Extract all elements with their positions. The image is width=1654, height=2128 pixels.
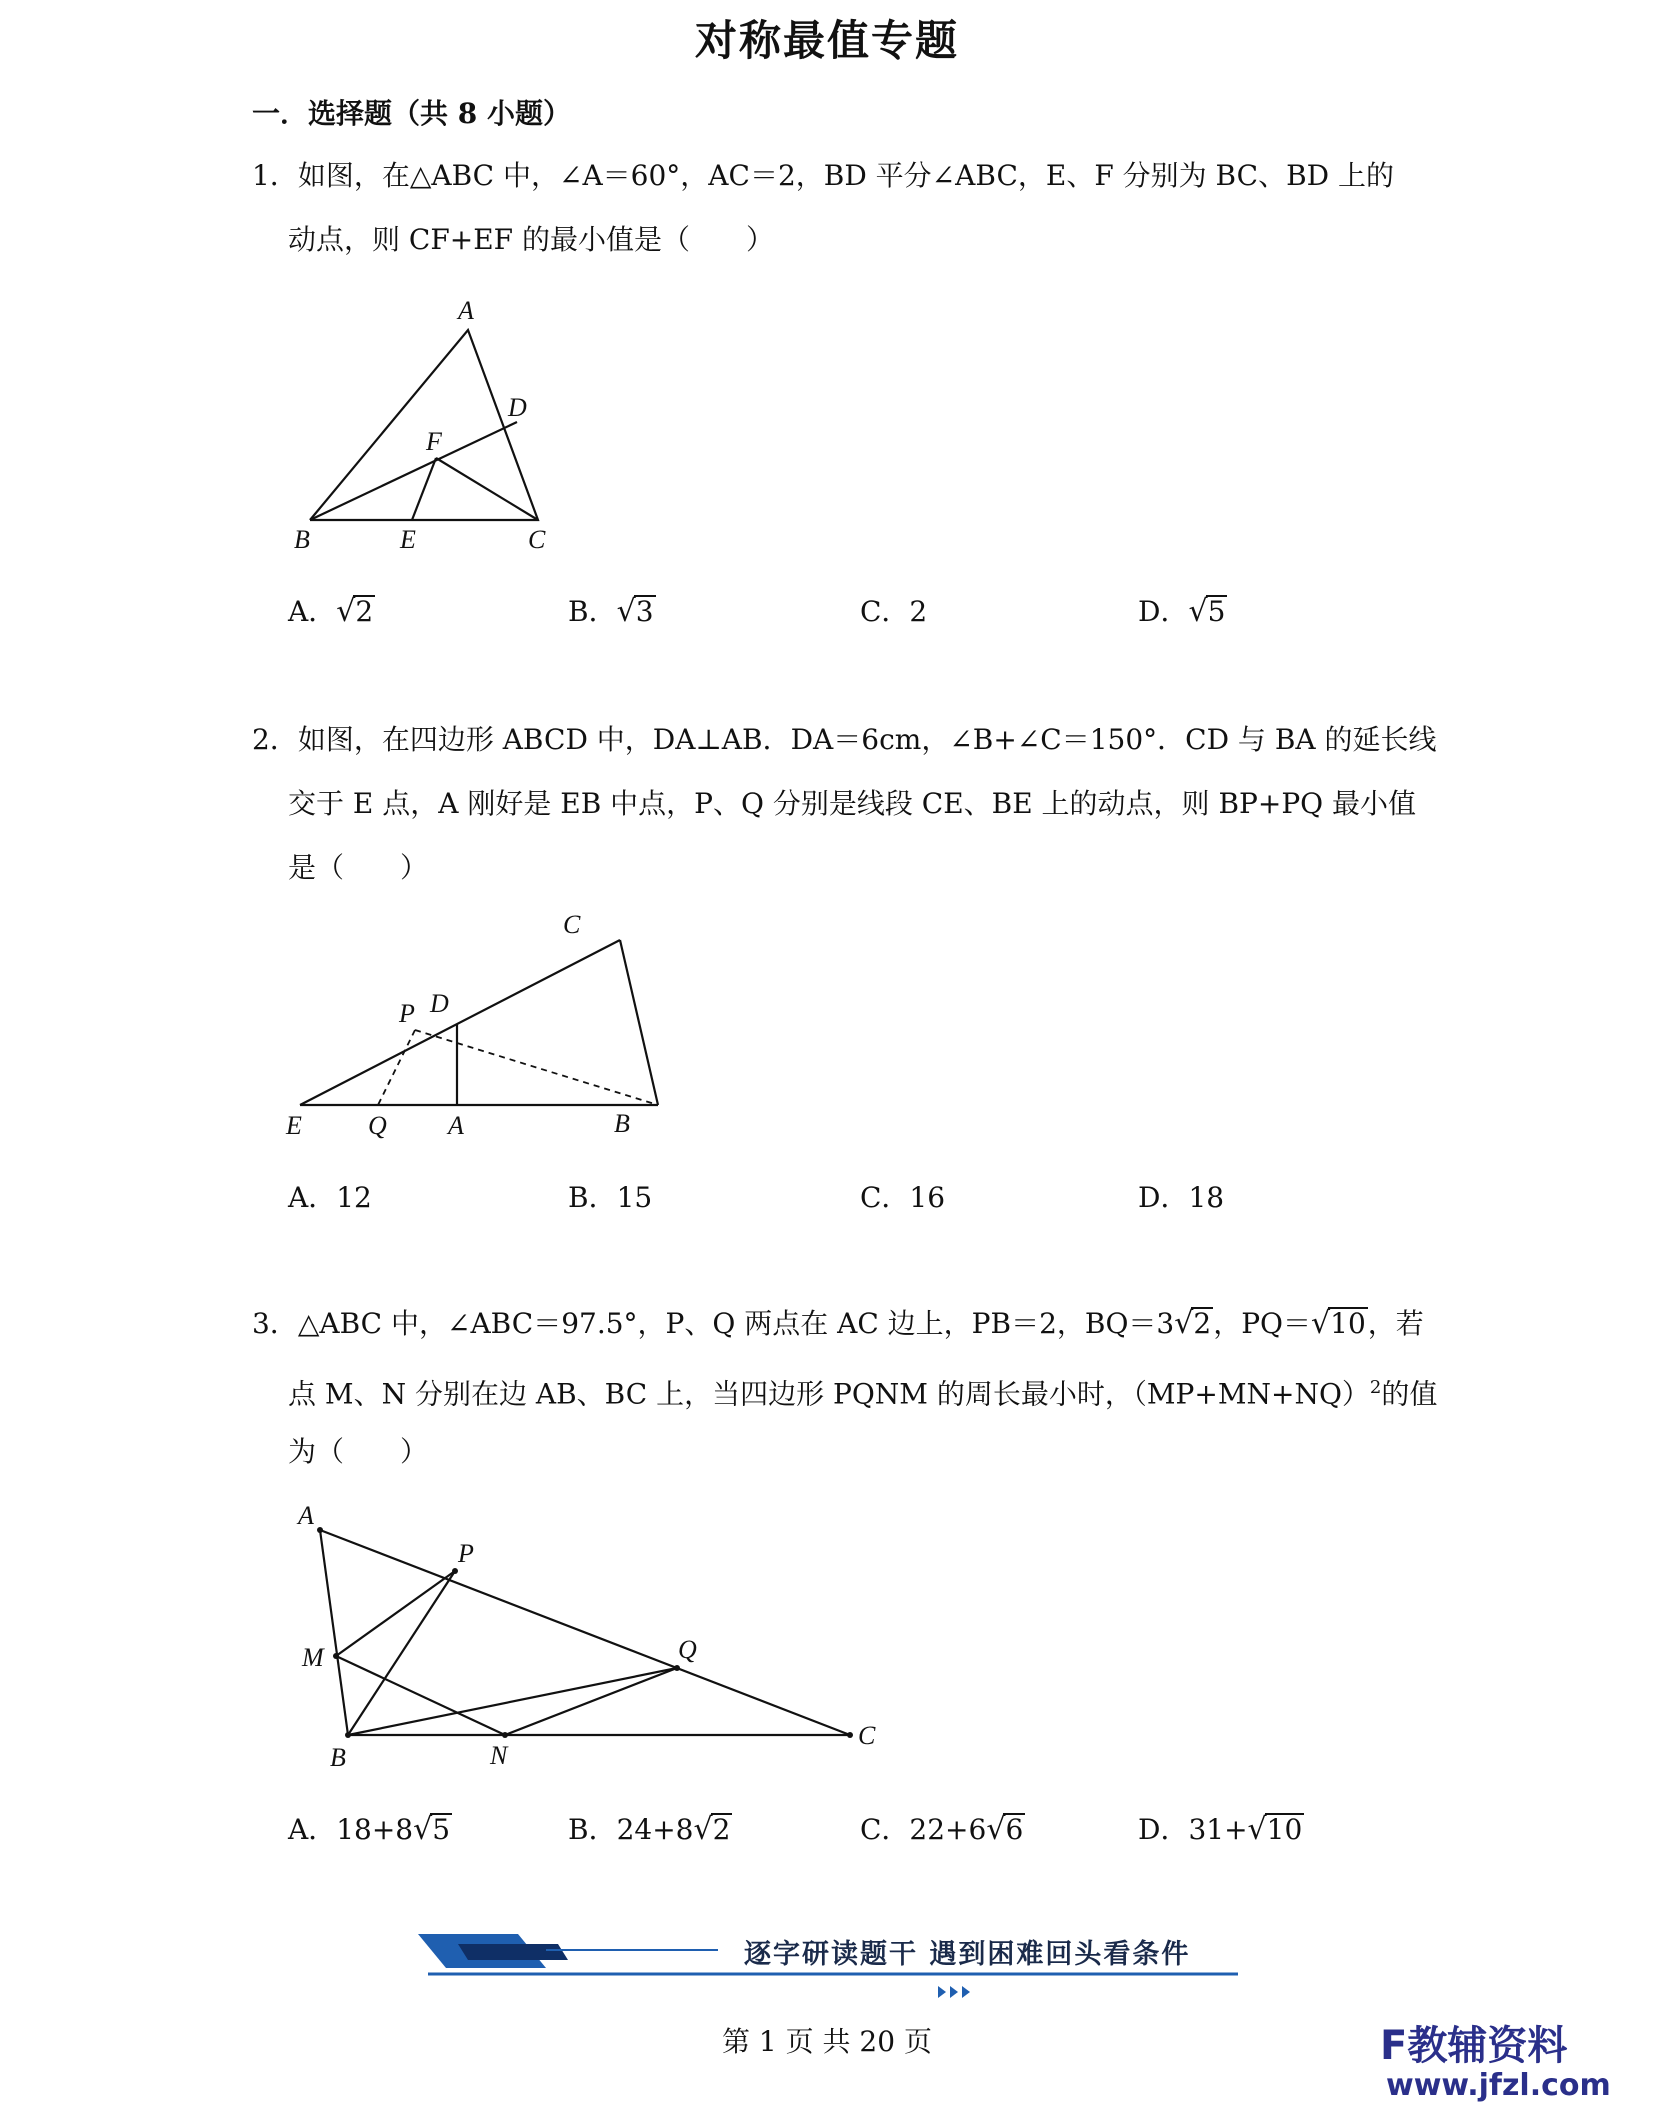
q3-point-n <box>502 1732 508 1738</box>
q3-stem-line1-part1: 3．△ABC 中，∠ABC＝97.5°，P、Q 两点在 AC 边上，PB＝2，BQ＝3 <box>252 1307 1175 1340</box>
q3-label-a: A <box>298 1501 314 1530</box>
q1-option-a-radicand: 2 <box>355 595 374 628</box>
q3-option-b-radicand: 2 <box>712 1813 731 1846</box>
q1-figure <box>280 290 580 560</box>
q3-segment-mn <box>336 1656 505 1735</box>
q2-segment-ec <box>300 940 620 1105</box>
q3-label-p: P <box>458 1539 474 1568</box>
q3-option-d-radicand: 10 <box>1266 1813 1303 1846</box>
arrow-icon <box>938 1986 946 1998</box>
q1-label-e: E <box>400 525 416 554</box>
banner-stripe-dark-icon <box>458 1944 568 1960</box>
q3-exponent: 2 <box>1369 1377 1382 1398</box>
sqrt-icon: √ <box>986 1812 1006 1847</box>
q2-label-e: E <box>286 1111 302 1140</box>
q3-stem-line1-part3: ，若 <box>1367 1307 1424 1340</box>
watermark-url[interactable]: www.jfzl.com <box>1386 2068 1611 2103</box>
q1-option-d[interactable] <box>1138 590 1227 630</box>
watermark-logo: F教辅资料 <box>1380 2023 1568 2069</box>
q3-point-m <box>333 1653 339 1659</box>
arrow-icon <box>950 1986 958 1998</box>
q1-option-d-label: D． <box>1138 595 1189 628</box>
q1-option-c[interactable]: C．2 <box>860 595 928 628</box>
q3-option-a-radicand: 5 <box>432 1813 451 1846</box>
q3-point-p <box>452 1568 458 1574</box>
q2-segment-cb <box>620 940 658 1105</box>
q1-segment-fc <box>436 458 538 520</box>
q3-point-a <box>317 1527 323 1533</box>
q2-figure <box>280 900 660 1150</box>
q1-segment-fe <box>412 458 436 520</box>
q3-option-d-label: D．31+ <box>1138 1813 1248 1846</box>
q1-stem-line1: 1．如图，在△ABC 中，∠A＝60°，AC＝2，BD 平分∠ABC，E、F 分别为 BC、BD 上的 <box>252 159 1395 192</box>
sqrt-icon: √ <box>336 594 356 629</box>
q2-segment-pb <box>415 1030 658 1105</box>
q1-option-a-label: A． <box>288 595 337 628</box>
q3-option-c-label: C．22+6 <box>860 1813 987 1846</box>
sqrt-icon: √ <box>413 1812 433 1847</box>
q2-option-c[interactable]: C．16 <box>860 1181 946 1214</box>
q3-option-c[interactable] <box>860 1808 1025 1848</box>
q2-stem-line1: 2．如图，在四边形 ABCD 中，DA⊥AB．DA＝6cm，∠B+∠C＝150°．CD 与 BA 的延长线 <box>252 723 1437 756</box>
q3-point-q <box>674 1665 680 1671</box>
q1-segment-bd <box>310 422 517 520</box>
sqrt-icon: √ <box>1247 1812 1267 1847</box>
q3-option-b-label: B．24+8 <box>568 1813 694 1846</box>
q3-option-b[interactable] <box>568 1808 732 1848</box>
section-heading: 一．选择题（共 8 小题） <box>252 97 571 130</box>
q1-option-d-radicand: 5 <box>1207 595 1226 628</box>
q1-option-a[interactable] <box>288 590 375 630</box>
q2-label-q: Q <box>368 1111 387 1140</box>
q1-option-b-label: B． <box>568 595 617 628</box>
sqrt-icon: √ <box>1174 1306 1194 1341</box>
q2-stem-line3: 是（ ） <box>288 851 429 884</box>
q3-stem-line2-part2: 的值 <box>1381 1377 1438 1411</box>
sqrt-icon: √ <box>693 1812 713 1847</box>
q1-option-b[interactable] <box>568 590 656 630</box>
q2-segment-pq <box>378 1030 415 1105</box>
q2-option-d[interactable]: D．18 <box>1138 1181 1225 1214</box>
q3-stem-line1-part2: ，PQ＝ <box>1213 1307 1312 1340</box>
q3-label-c: C <box>858 1721 876 1750</box>
q3-point-c <box>847 1732 853 1738</box>
q1-label-f: F <box>426 427 442 456</box>
q3-radicand-bq: 2 <box>1193 1307 1212 1340</box>
q3-segment-ab <box>320 1530 348 1735</box>
q3-label-b: B <box>330 1743 346 1772</box>
q3-point-b <box>345 1732 351 1738</box>
q2-label-b: B <box>614 1109 630 1138</box>
q3-segment-bq <box>348 1668 677 1735</box>
q2-label-d: D <box>430 989 449 1018</box>
q2-label-c: C <box>563 910 581 939</box>
sqrt-icon: √ <box>1311 1306 1331 1341</box>
q3-radicand-pq: 10 <box>1330 1307 1366 1340</box>
q2-label-p: P <box>399 999 415 1028</box>
q1-stem-line2: 动点，则 CF+EF 的最小值是（ ） <box>288 223 774 256</box>
q3-label-n: N <box>490 1741 508 1770</box>
q3-label-m: M <box>302 1643 324 1672</box>
q3-figure <box>280 1490 900 1780</box>
page-title: 对称最值专题 <box>694 16 959 65</box>
q1-label-a: A <box>458 296 474 325</box>
q3-stem-line3: 为（ ） <box>288 1435 429 1468</box>
q3-segment-bp <box>348 1571 455 1735</box>
banner-slogan: 逐字研读题干 遇到困难回头看条件 <box>744 1939 1191 1970</box>
q2-option-a[interactable]: A．12 <box>288 1181 372 1214</box>
q3-stem-line1 <box>252 1304 1424 1344</box>
q2-label-a: A <box>448 1111 464 1140</box>
sqrt-icon: √ <box>616 594 636 629</box>
page-footer: 第 1 页 共 20 页 <box>722 2025 932 2058</box>
q1-label-d: D <box>508 393 527 422</box>
q3-segment-nq <box>505 1668 677 1735</box>
q3-label-q: Q <box>678 1635 697 1664</box>
q1-label-b: B <box>294 525 310 554</box>
q3-segment-mp <box>336 1571 455 1656</box>
q1-option-b-radicand: 3 <box>635 595 654 628</box>
arrow-icon <box>962 1986 970 1998</box>
q2-option-b[interactable]: B．15 <box>568 1181 653 1214</box>
q3-option-d[interactable] <box>1138 1808 1304 1848</box>
sqrt-icon: √ <box>1188 594 1208 629</box>
q3-option-c-radicand: 6 <box>1005 1813 1024 1846</box>
q3-stem-line2 <box>288 1368 1437 1414</box>
q3-stem-line2-part1: 点 M、N 分别在边 AB、BC 上，当四边形 PQNM 的周长最小时，（MP+MN+NQ） <box>288 1377 1370 1411</box>
q3-option-a-label: A．18+8 <box>288 1813 414 1846</box>
q2-stem-line2: 交于 E 点，A 刚好是 EB 中点，P、Q 分别是线段 CE、BE 上的动点，则 BP+PQ 最小值 <box>288 787 1417 820</box>
q1-label-c: C <box>528 525 546 554</box>
q3-option-a[interactable] <box>288 1808 452 1848</box>
